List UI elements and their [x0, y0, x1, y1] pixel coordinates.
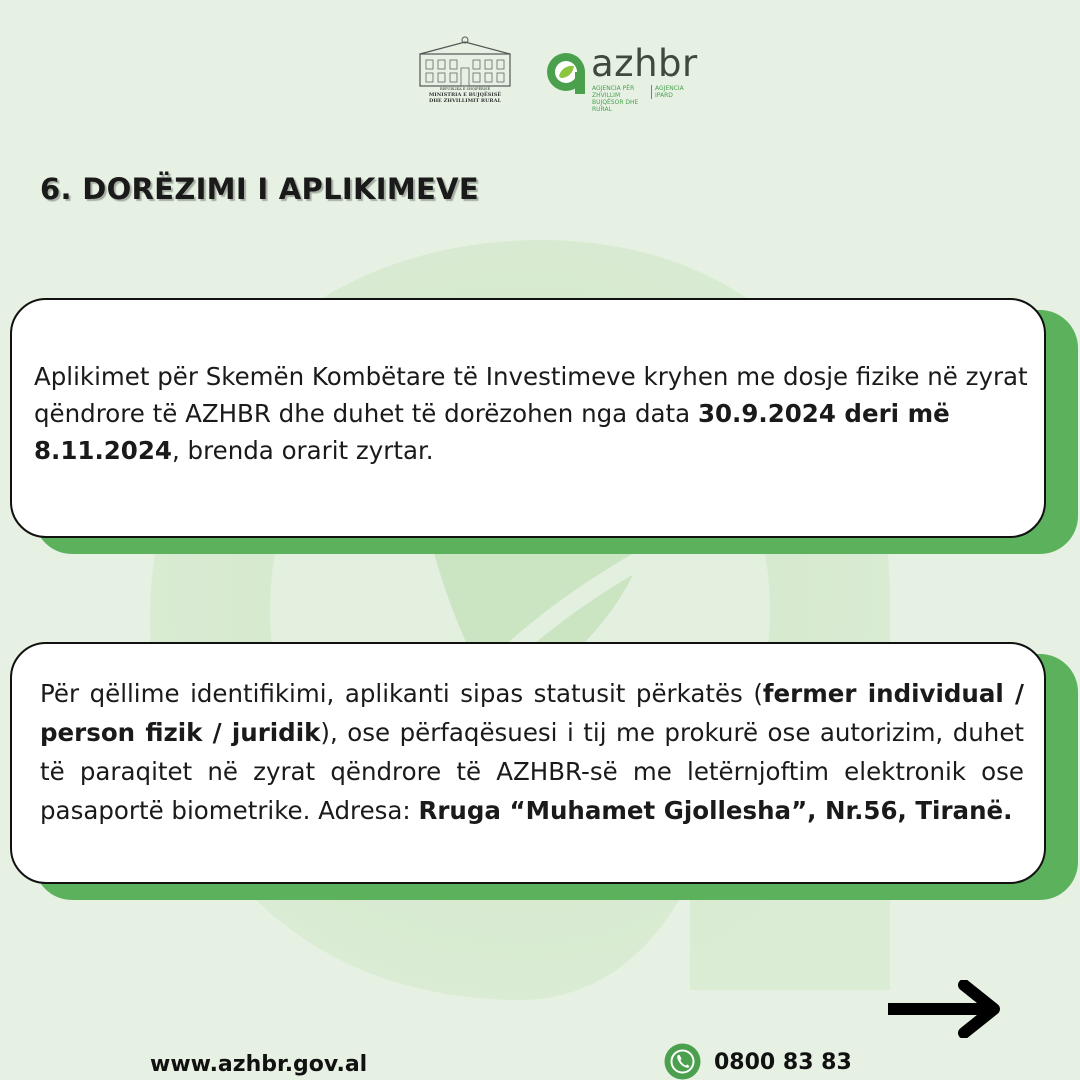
agency-tag-line1: AGJENCIA	[655, 85, 684, 92]
website-link[interactable]: www.azhbr.gov.al	[150, 1052, 368, 1077]
card2-status-bold: fermer individual / person fizik / juridik	[40, 679, 1024, 747]
ministry-country: REPUBLIKA E SHQIPËRISË	[439, 87, 491, 91]
arrow-right-icon[interactable]	[884, 980, 1006, 1038]
agency-tag-line2: IPARD	[655, 92, 673, 99]
azhbr-leaf-logo	[546, 50, 586, 94]
page-title: 6. DORËZIMI I APLIKIMEVE	[40, 172, 479, 206]
card-text	[34, 358, 1032, 469]
whatsapp-phone-icon	[664, 1043, 701, 1080]
card1-dates-bold: 30.9.2024 deri më 8.11.2024	[34, 399, 950, 465]
agency-subtitle	[592, 85, 652, 113]
agency-subtitle-line1: AGJENCIA PËR ZHVILLIM	[592, 85, 635, 99]
card1-text-part2: , brenda orarit zyrtar.	[171, 436, 434, 465]
card2-text-part2: ), ose përfaqësuesi i tij me prokurë ose autorizim, duhet të paraqitet në zyrat qëndrore të AZHBR-së me letërnjoftim elektronik ose pasaportë biometrike. Adresa:	[40, 718, 1024, 825]
ministry-line2: DHE ZHVILLIMIT RURAL	[429, 98, 501, 104]
agency-name: azhbr	[591, 42, 698, 85]
info-card-submission-dates	[10, 298, 1046, 538]
card2-address-bold: Rruga “Muhamet Gjollesha”, Nr.56, Tiranë.	[418, 796, 1013, 825]
card1-text-part1: Aplikimet për Skemën Kombëtare të Investimeve kryhen me dosje fizike në zyrat qëndrore të AZHBR dhe duhet të dorëzohen nga data	[34, 362, 1028, 428]
agency-ipard-tag	[651, 85, 684, 99]
card-text	[40, 674, 1024, 830]
ministry-line1: MINISTRIA E BUJQËSISË	[428, 92, 502, 98]
info-card-identification	[10, 642, 1046, 884]
phone-number[interactable]: 0800 83 83	[714, 1050, 852, 1075]
agency-subtitle-line2: BUJQËSOR DHE RURAL	[592, 99, 639, 113]
ministry-name	[416, 86, 514, 104]
header	[0, 30, 1080, 120]
card2-text-part1: Për qëllime identifikimi, aplikanti sipas statusit përkatës (	[40, 679, 763, 708]
